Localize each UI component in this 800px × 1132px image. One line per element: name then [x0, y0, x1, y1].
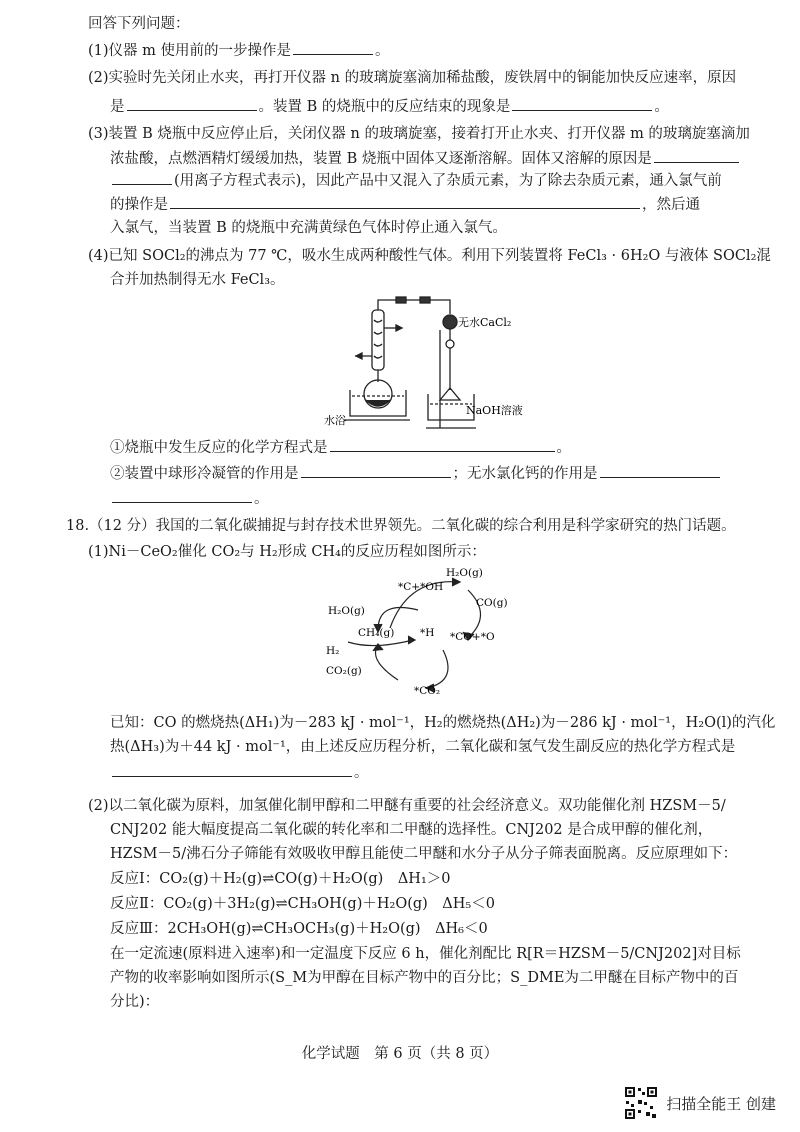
c-oh-label: *C+*OH — [398, 581, 444, 593]
question-3: (3)装置 B 烧瓶中反应停止后，关闭仪器 n 的玻璃旋塞，接着打开止水夹、打开仪器 m 的玻璃旋塞滴加 — [88, 126, 750, 142]
question-18-header: 18.（12 分）我国的二氧化碳捕捉与封存技术世界领先。二氧化碳的综合利用是科学家研究的热门话题。 — [66, 518, 736, 534]
text-line — [110, 96, 669, 117]
sub-question-2 — [110, 463, 722, 484]
watermark-text: 扫描全能王 创建 — [666, 1094, 776, 1113]
drying-tube — [443, 315, 457, 329]
h2-label: H₂ — [326, 645, 340, 657]
answer-blank[interactable] — [293, 40, 373, 55]
text: 的操作是 — [110, 197, 168, 213]
co2-label: *CO₂ — [414, 685, 441, 697]
cacl2-label: 无水CaCl₂ — [458, 316, 512, 329]
question-18-2: (2)以二氧化碳为原料，加氢催化制甲醇和二甲醚有重要的社会经济意义。双功能催化剂 HZSM－5/ — [88, 798, 726, 814]
answer-blank[interactable] — [112, 170, 172, 185]
text-line: 热(ΔH₃)为＋44 kJ · mol⁻¹，由上述反应历程分析，二氧化碳和氢气发生副反应的热化学方程式是 — [110, 739, 736, 755]
co-label: CO(g) — [476, 597, 508, 609]
text-line: 在一定流速(原料进入速率)和一定温度下反应 6 h，催化剂配比 R[R＝HZSM－5/CNJ202]对目标 — [110, 946, 741, 962]
text: 。 — [354, 765, 369, 781]
naoh-label: NaOH溶液 — [466, 404, 523, 417]
co-o-label: *CO+*O — [450, 631, 495, 643]
co2g-label: CO₂(g) — [326, 665, 362, 677]
text: 。 — [375, 43, 390, 59]
apparatus-figure — [300, 290, 540, 430]
h-label: *H — [420, 627, 435, 639]
ch4-label: CH₄(g) — [358, 627, 395, 639]
text: ②装置中球形冷凝管的作用是 — [110, 466, 299, 482]
question-18-1: (1)Ni－CeO₂催化 CO₂与 H₂形成 CH₄的反应历程如图所示： — [88, 544, 486, 560]
answer-blank[interactable] — [654, 148, 739, 163]
answer-blank[interactable] — [127, 96, 257, 111]
reaction-cycle-diagram — [318, 560, 528, 700]
ball-condenser — [372, 310, 384, 370]
text-line — [110, 170, 722, 191]
text: 浓盐酸，点燃酒精灯缓缓加热，装置 B 烧瓶中固体又逐渐溶解。固体又溶解的原因是 — [110, 151, 652, 167]
text-line — [110, 194, 700, 215]
text: ①烧瓶中发生反应的化学方程式是 — [110, 440, 328, 456]
text: 。 — [654, 99, 669, 115]
answer-blank[interactable] — [512, 96, 652, 111]
text-line: 已知：CO 的燃烧热(ΔH₁)为－283 kJ · mol⁻¹，H₂的燃烧热(ΔH₂)为－286 kJ · mol⁻¹，H₂O(l)的汽化 — [110, 715, 776, 731]
question-2: (2)实验时先关闭止水夹，再打开仪器 n 的玻璃旋塞滴加稀盐酸，废铁屑中的铜能加快反应速率，原因 — [88, 70, 737, 86]
answer-blank[interactable] — [112, 762, 352, 777]
qr-code-icon — [624, 1086, 658, 1120]
text-line — [110, 148, 741, 169]
glass-tube — [378, 300, 450, 314]
water-bath-label: 水浴 — [324, 414, 346, 427]
h2o-left-label: H₂O(g) — [328, 605, 365, 617]
text: ，然后通 — [642, 197, 700, 213]
text: 。 — [556, 440, 571, 456]
answer-blank[interactable] — [301, 463, 451, 478]
text: (用离子方程式表示)，因此产品中又混入了杂质元素，为了除去杂质元素，通入氯气前 — [174, 173, 722, 189]
question-1 — [88, 40, 390, 61]
text-line: 产物的收率影响如图所示(S_M为甲醇在目标产物中的百分比；S_DME为二甲醚在目标产物中的百 — [110, 970, 739, 986]
reaction-1: 反应Ⅰ：CO₂(g)＋H₂(g)⇌CO(g)＋H₂O(g) ΔH₁＞0 — [110, 871, 451, 887]
text-line — [110, 488, 269, 509]
answer-blank[interactable] — [170, 194, 640, 209]
text: 。装置 B 的烧瓶中的反应结束的现象是 — [258, 99, 511, 115]
answer-blank[interactable] — [112, 488, 252, 503]
page-footer: 化学试题 第 6 页（共 8 页） — [301, 1046, 499, 1062]
text-line: CNJ202 能大幅度提高二氧化碳的转化率和二甲醚的选择性。CNJ202 是合成甲醇的催化剂， — [110, 822, 713, 838]
answer-blank[interactable] — [330, 437, 555, 452]
text-line: 回答下列问题： — [88, 16, 190, 32]
text: 是 — [110, 99, 125, 115]
text-line: HZSM－5/沸石分子筛能有效吸收甲醇且能使二甲醚和水分子从分子筛表面脱离。反应原理如下： — [110, 846, 738, 862]
sub-question-1 — [110, 437, 571, 458]
answer-blank[interactable] — [600, 463, 720, 478]
text-line: 分比)： — [110, 994, 160, 1010]
text-line: 入氯气，当装置 B 的烧瓶中充满黄绿色气体时停止通入氯气。 — [110, 220, 507, 236]
scanner-watermark — [624, 1086, 776, 1120]
text: ；无水氯化钙的作用是 — [452, 466, 598, 482]
question-4: (4)已知 SOCl₂的沸点为 77 ℃，吸水生成两种酸性气体。利用下列装置将 FeCl₃ · 6H₂O 与液体 SOCl₂混 — [88, 248, 771, 264]
text: (1)仪器 m 使用前的一步操作是 — [88, 43, 292, 59]
text: 。 — [254, 491, 269, 507]
text-line: 合并加热制得无水 FeCl₃。 — [110, 272, 285, 288]
reaction-2: 反应Ⅱ：CO₂(g)＋3H₂(g)⇌CH₃OH(g)＋H₂O(g) ΔH₅＜0 — [110, 896, 495, 912]
h2o-top-label: H₂O(g) — [446, 567, 483, 579]
text-line — [110, 762, 369, 783]
reaction-3: 反应Ⅲ：2CH₃OH(g)⇌CH₃OCH₃(g)＋H₂O(g) ΔH₆＜0 — [110, 921, 488, 937]
